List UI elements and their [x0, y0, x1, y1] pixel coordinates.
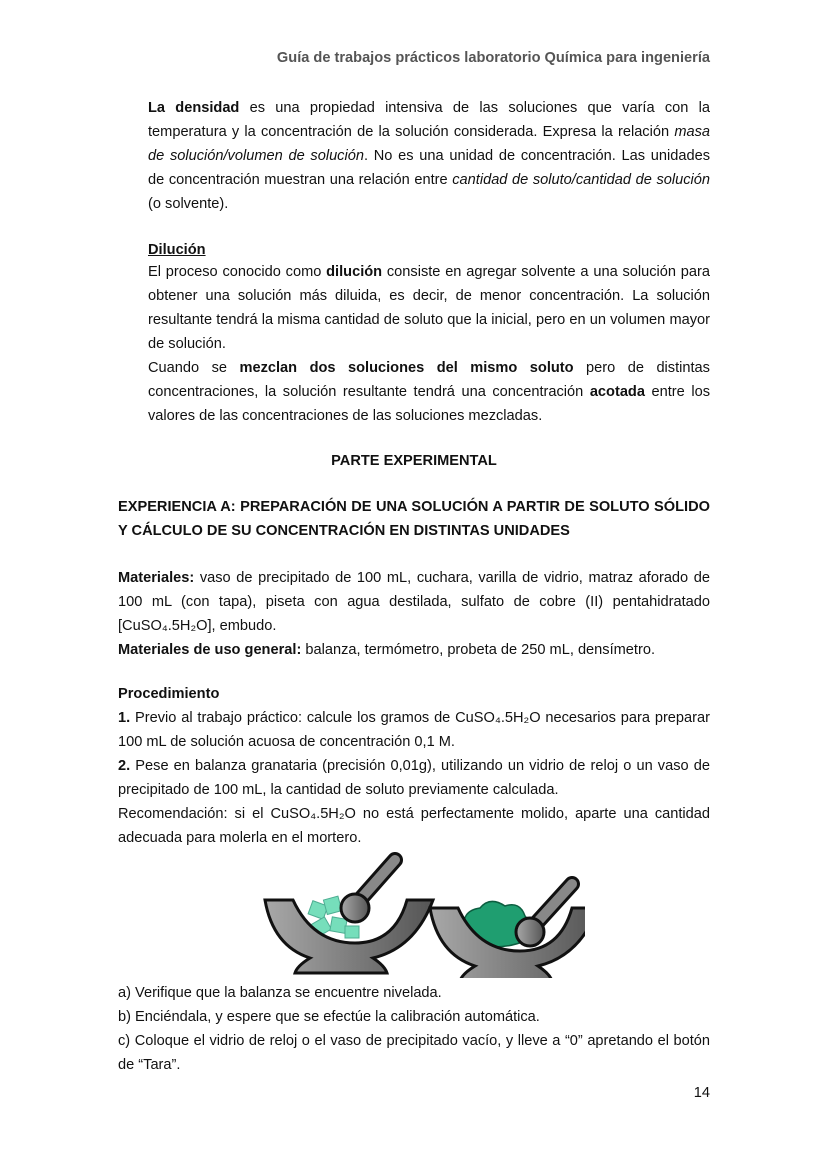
text-segment: b) Enciéndala, y espere que se efectúe la calibración automática.: [118, 1009, 540, 1025]
text-segment: masa de solución/volumen de solución: [148, 124, 710, 164]
mortar-with-powder: [430, 884, 585, 978]
text-segment: acotada: [589, 384, 645, 400]
parte-experimental-title: [118, 449, 710, 473]
text-segment: 1.: [118, 710, 131, 726]
text-segment: balanza, termómetro, probeta de 250 mL, densímetro.: [301, 642, 655, 658]
text-segment: Cuando se: [148, 360, 240, 376]
text-segment: . No es una unidad de concentración. Las unidades de concentración muestran una relación entre: [148, 148, 710, 188]
text-segment: es una propiedad intensiva de las soluciones que varía con la temperatura y la concentración de la solución considerada. Expresa la relación: [148, 100, 710, 140]
text-segment: cantidad de soluto/cantidad de solución: [452, 172, 711, 188]
text-segment: consiste en agregar solvente a una solución para obtener una solución más diluida, es decir, de menor concentración. La solución resultante tendrá la misma cantidad de soluto que la inicial, pero en un volumen mayor de solución.: [148, 264, 710, 352]
dilucion-heading: [148, 238, 710, 262]
text-segment: mezclan dos soluciones del mismo soluto: [239, 360, 574, 376]
text-segment: pero de distintas concentraciones, la solución resultante tendrá una concentración: [148, 360, 710, 400]
running-header: Guía de trabajos prácticos laboratorio Química para ingeniería: [276, 50, 710, 66]
text-segment: El proceso conocido como: [148, 264, 327, 280]
text-segment: Dilución: [148, 242, 206, 258]
mortar-with-crystals: [265, 860, 433, 973]
materiales-paragraph: [118, 566, 710, 662]
page-number: 14: [693, 1085, 710, 1101]
procedimiento-heading: [118, 682, 710, 706]
text-segment: EXPERIENCIA A: PREPARACIÓN DE UNA SOLUCIÓN A PARTIR DE SOLUTO SÓLIDO Y CÁLCULO DE SU CONCENTRACIÓN EN DISTINTAS UNIDADES: [118, 499, 710, 539]
text-segment: dilución: [326, 264, 383, 280]
procedimiento-paragraph: [118, 706, 710, 850]
text-segment: Recomendación: si el CuSO₄.5H₂O no está perfectamente molido, aparte una cantidad adecuada para molerla en el mortero.: [118, 806, 710, 846]
text-segment: Procedimiento: [118, 686, 220, 702]
mortar-illustration: [255, 848, 585, 978]
experiencia-a-title: [118, 495, 710, 543]
text-segment: c) Coloque el vidrio de reloj o el vaso de precipitado vacío, y lleve a “0” apretando el botón de “Tara”.: [118, 1033, 710, 1073]
text-segment: Pese en balanza granataria (precisión 0,01g), utilizando un vidrio de reloj o un vaso de precipitado de 100 mL, la cantidad de soluto previamente calculada.: [118, 758, 710, 798]
densidad-paragraph: [148, 96, 710, 216]
mezcla-paragraph: [148, 356, 710, 428]
text-segment: vaso de precipitado de 100 mL, cuchara, varilla de vidrio, matraz aforado de 100 mL (con tapa), piseta con agua destilada, sulfato de cobre (II) pentahidratado [CuSO₄.5H₂O], embudo.: [118, 570, 710, 634]
text-segment: (o solvente).: [148, 196, 229, 212]
text-segment: entre los valores de las concentraciones de las soluciones mezcladas.: [148, 384, 711, 424]
text-segment: La densidad: [148, 100, 240, 116]
pasos-paragraph: [118, 981, 710, 1077]
text-segment: PARTE EXPERIMENTAL: [331, 453, 497, 469]
text-segment: a) Verifique que la balanza se encuentre nivelada.: [118, 985, 442, 1001]
dilucion-paragraph: [148, 260, 710, 356]
text-segment: Materiales de uso general:: [118, 642, 302, 658]
text-segment: Previo al trabajo práctico: calcule los gramos de CuSO₄.5H₂O necesarios para preparar 100 mL de solución acuosa de concentración 0,1 M.: [118, 710, 710, 750]
text-segment: Materiales:: [118, 570, 195, 586]
text-segment: 2.: [118, 758, 131, 774]
